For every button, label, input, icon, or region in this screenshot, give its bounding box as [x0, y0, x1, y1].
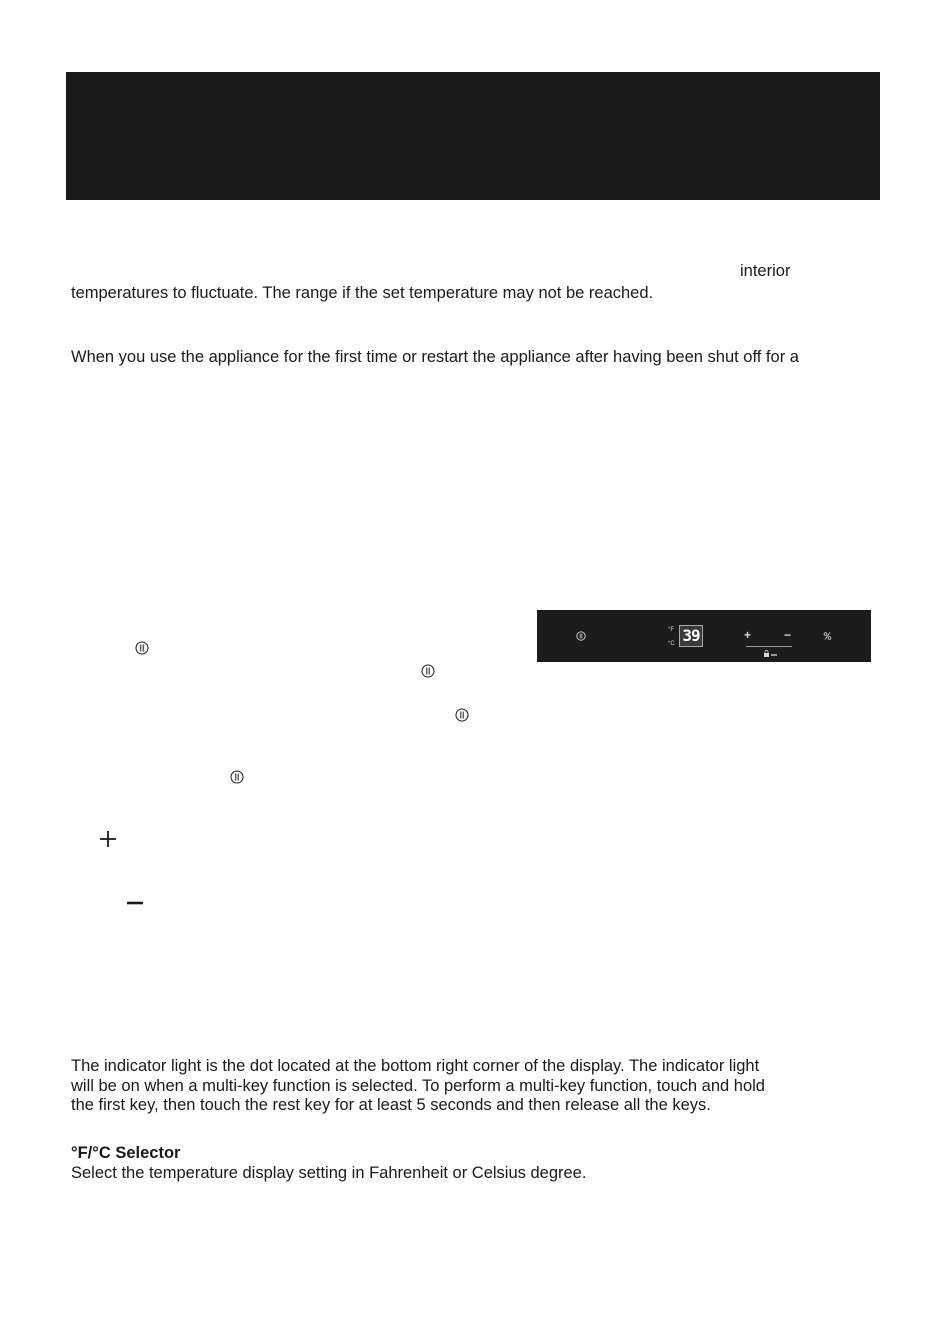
- multi-key-underline: [746, 646, 792, 647]
- panel-power-icon: [576, 631, 586, 641]
- panel-plus-key: +: [744, 628, 752, 642]
- unit-f-label: °F: [668, 627, 675, 633]
- section-header-bar: [66, 72, 880, 200]
- selector-section: [71, 1144, 586, 1183]
- temperature-display: 39: [679, 625, 703, 647]
- first-use-line1: When you use the appliance for the first time or restart the appliance after having been shut off for a: [71, 348, 799, 366]
- power-icon: [135, 641, 149, 655]
- power-icon: [230, 770, 244, 784]
- intro-line1-tail: interior: [740, 262, 791, 280]
- intro-line2: temperatures to fluctuate. The range if the set temperature may not be reached.: [71, 284, 654, 302]
- plus-icon: [99, 830, 117, 848]
- indicator-line1: The indicator light is the dot located at the bottom right corner of the display. The indicator light: [71, 1057, 760, 1075]
- unit-c-label: °C: [668, 641, 675, 647]
- indicator-line3: the first key, then touch the rest key for at least 5 seconds and then release all the keys.: [71, 1096, 711, 1114]
- power-icon: [455, 708, 469, 722]
- panel-minus-key: −: [784, 628, 792, 642]
- light-icon: [823, 631, 832, 641]
- control-panel-image: [537, 610, 871, 662]
- indicator-line2: will be on when a multi-key function is selected. To perform a multi-key function, touch and hold: [71, 1076, 765, 1095]
- lock-icon: [763, 650, 779, 658]
- indicator-paragraph: [71, 1057, 765, 1116]
- selector-text: Select the temperature display setting in Fahrenheit or Celsius degree.: [71, 1163, 587, 1182]
- minus-icon: [126, 900, 144, 906]
- selector-heading: °F/°C Selector: [71, 1144, 181, 1162]
- power-icon: [421, 664, 435, 678]
